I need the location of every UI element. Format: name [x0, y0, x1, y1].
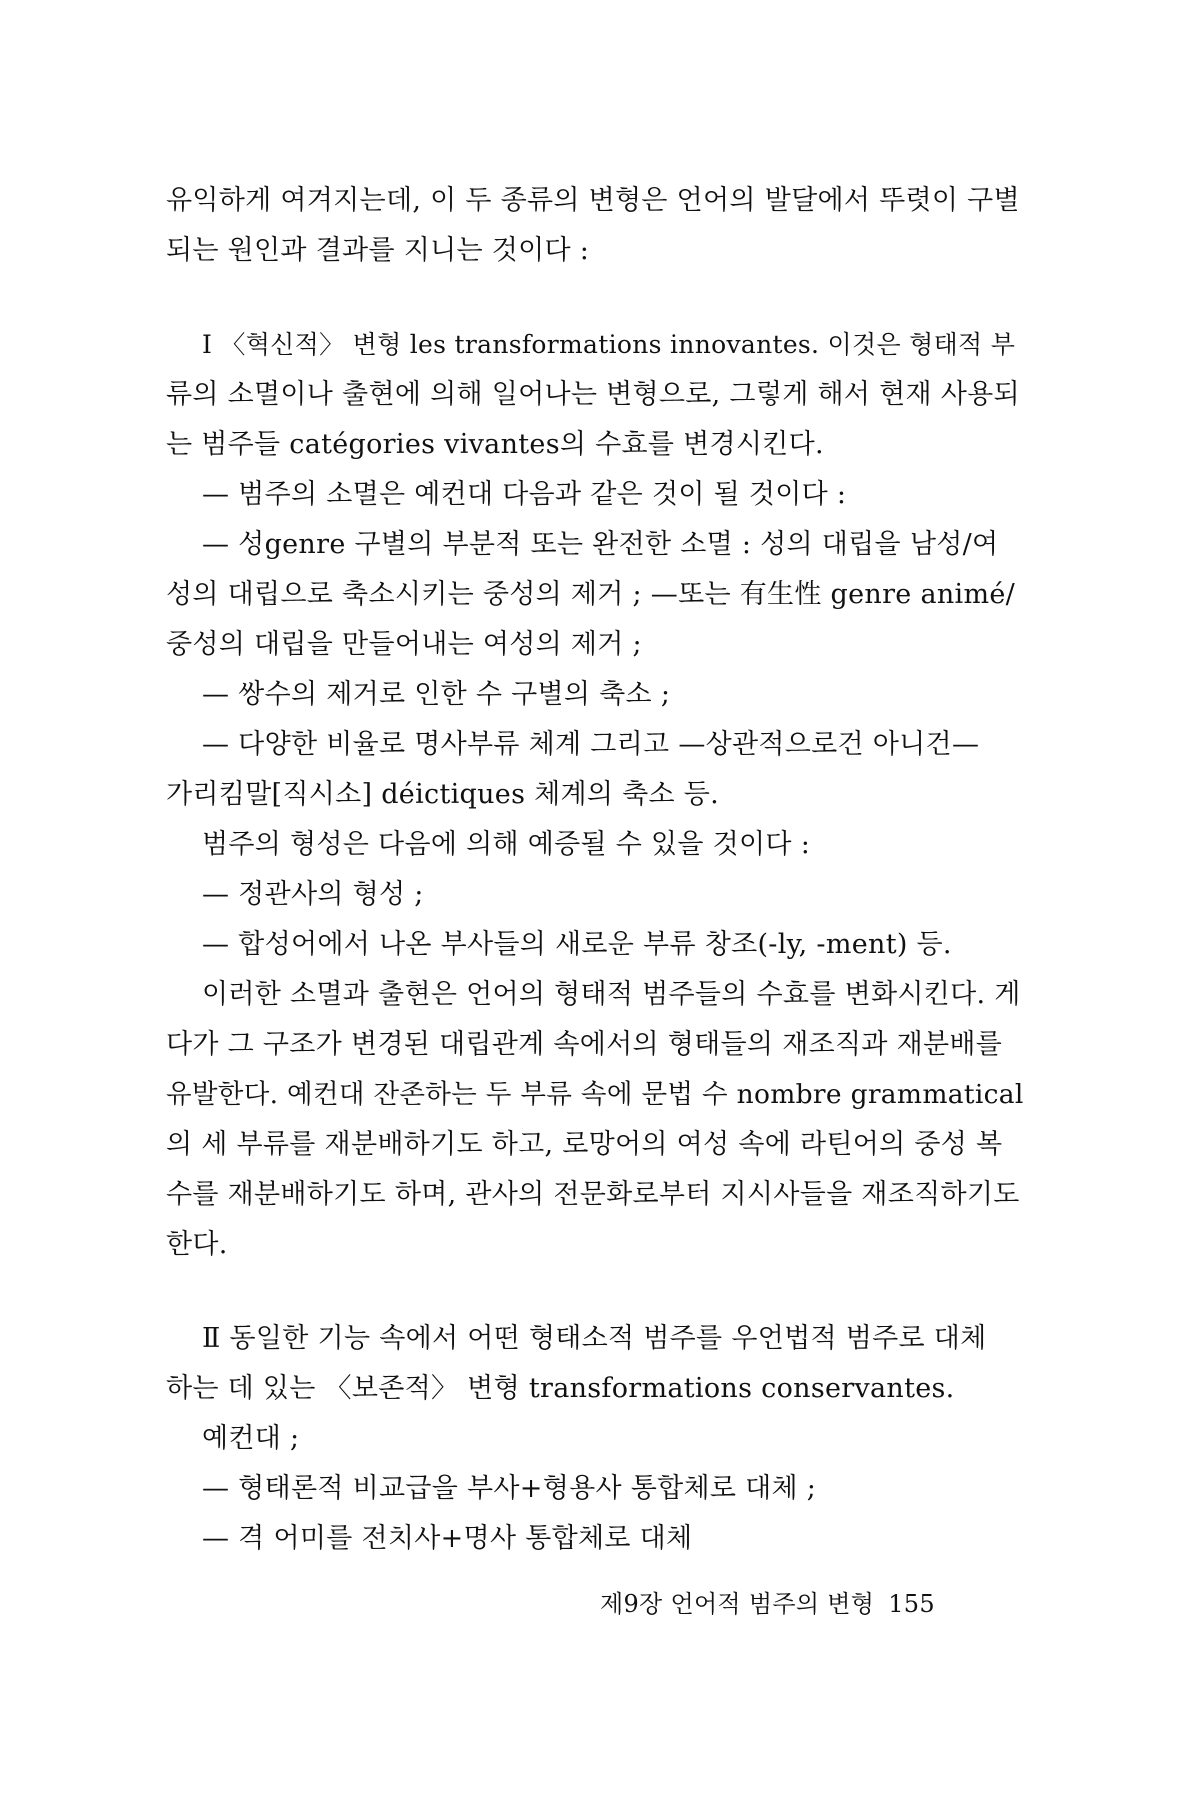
page-number: 155 — [888, 1590, 935, 1618]
text-line: 유발한다. 예컨대 잔존하는 두 부류 속에 문법 수 nombre grammatical — [166, 1079, 1024, 1110]
section-conservative-transformations — [166, 1314, 1026, 1564]
text-line: 중성의 대립을 만들어내는 여성의 제거 ; — [166, 629, 642, 660]
text-line: 범주의 형성은 다음에 의해 예증될 수 있을 것이다 : — [202, 829, 811, 860]
text-line: 예컨대 ; — [202, 1423, 300, 1454]
text-line: 하는 데 있는 〈보존적〉 변형 transformations conservantes. — [166, 1373, 955, 1404]
body-text — [166, 176, 1026, 1564]
text-line: 가리킴말[직시소] déictiques 체계의 축소 등. — [166, 779, 720, 810]
section-heading-line: Ⅱ 동일한 기능 속에서 어떤 형태소적 범주를 우언법적 범주로 대체 — [202, 1323, 987, 1354]
section-heading-line: Ⅰ 〈혁신적〉 변형 les transformations innovantes. 이것은 형태적 부 — [202, 330, 1016, 359]
text-line: 수를 재분배하기도 하며, 관사의 전문화로부터 지시사들을 재조직하기도 — [166, 1179, 1020, 1210]
text-line: — 성genre 구별의 부분적 또는 완전한 소멸 : 성의 대립을 남성/여 — [202, 529, 999, 560]
text-line: — 범주의 소멸은 예컨대 다음과 같은 것이 될 것이다 : — [202, 479, 847, 510]
text-line: — 격 어미를 전치사+명사 통합체로 대체 — [202, 1523, 693, 1554]
running-head: 제9장 언어적 범주의 변형 — [600, 1590, 875, 1618]
text-line: 는 범주들 catégories vivantes의 수효를 변경시킨다. — [166, 429, 824, 460]
text-line: — 형태론적 비교급을 부사+형용사 통합체로 대체 ; — [202, 1473, 817, 1504]
text-line: 이러한 소멸과 출현은 언어의 형태적 범주들의 수효를 변화시킨다. 게 — [202, 979, 1021, 1010]
text-line: 유익하게 여겨지는데, 이 두 종류의 변형은 언어의 발달에서 뚜렷이 구별 — [166, 185, 1020, 216]
text-line: 한다. — [166, 1229, 228, 1260]
section-innovative-transformations — [166, 320, 1026, 1270]
text-line: 다가 그 구조가 변경된 대립관계 속에서의 형태들의 재조직과 재분배를 — [166, 1029, 1003, 1060]
text-line: 의 세 부류를 재분배하기도 하고, 로망어의 여성 속에 라틴어의 중성 복 — [166, 1129, 1003, 1160]
text-line: — 합성어에서 나온 부사들의 새로운 부류 창조(-ly, -ment) 등. — [202, 929, 952, 960]
paragraph-continuation — [166, 176, 1026, 276]
text-line: 성의 대립으로 축소시키는 중성의 제거 ; —또는 有生性 genre animé/ — [166, 579, 1016, 610]
text-line: 되는 원인과 결과를 지니는 것이다 : — [166, 235, 590, 266]
page-footer — [600, 1588, 935, 1620]
text-line: — 다양한 비율로 명사부류 체계 그리고 —상관적으로건 아니건— — [202, 729, 980, 760]
text-line: — 쌍수의 제거로 인한 수 구별의 축소 ; — [202, 679, 671, 710]
text-line: 류의 소멸이나 출현에 의해 일어나는 변형으로, 그렇게 해서 현재 사용되 — [166, 379, 1020, 410]
text-line: — 정관사의 형성 ; — [202, 879, 424, 910]
